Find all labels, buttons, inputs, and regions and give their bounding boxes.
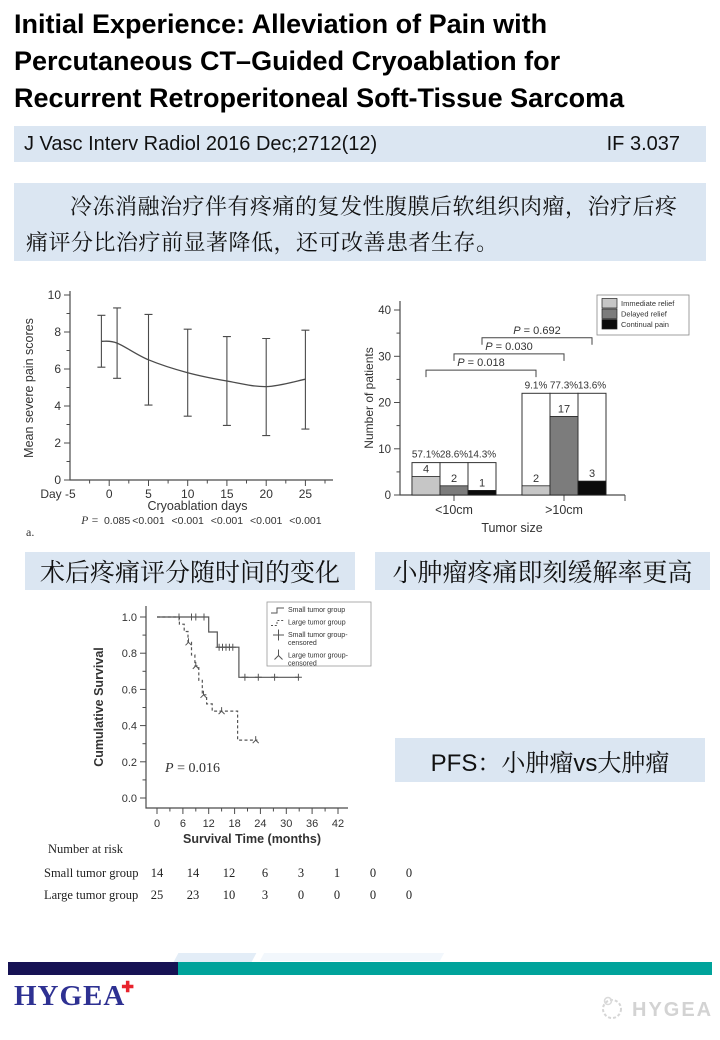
risk-value: 3 bbox=[261, 888, 269, 902]
risk-value: 0 bbox=[333, 888, 341, 902]
svg-text:2: 2 bbox=[54, 436, 61, 450]
footer-accent-shape bbox=[260, 953, 444, 961]
paper-title-line: Percutaneous CT–Guided Cryoablation for bbox=[14, 46, 561, 76]
svg-text:14.3%: 14.3% bbox=[467, 449, 497, 461]
svg-text:Large tumor group: Large tumor group bbox=[288, 619, 346, 627]
watermark-logo-icon bbox=[598, 994, 626, 1027]
relief-bar-chart bbox=[360, 283, 720, 539]
number-at-risk-table bbox=[30, 842, 440, 906]
svg-text:P = 0.030: P = 0.030 bbox=[485, 340, 533, 353]
risk-value: 1 bbox=[333, 866, 341, 880]
svg-text:Number of patients: Number of patients bbox=[362, 347, 376, 449]
risk-value: 0 bbox=[369, 866, 377, 880]
risk-row-label: Small tumor group bbox=[44, 866, 139, 880]
svg-text:censored: censored bbox=[288, 640, 317, 647]
svg-text:0.4: 0.4 bbox=[121, 720, 137, 733]
svg-text:censored: censored bbox=[288, 660, 317, 668]
svg-text:20: 20 bbox=[378, 397, 391, 410]
risk-row-label: Large tumor group bbox=[44, 888, 139, 902]
svg-text:20: 20 bbox=[259, 487, 273, 501]
footer-accent-shape bbox=[174, 953, 257, 962]
svg-text:0: 0 bbox=[153, 818, 161, 830]
number-at-risk-title: Number at risk bbox=[48, 842, 123, 856]
svg-text:2: 2 bbox=[450, 472, 458, 485]
svg-text:Mean severe pain scores: Mean severe pain scores bbox=[22, 318, 36, 458]
svg-text:18: 18 bbox=[228, 818, 241, 830]
svg-text:0.0: 0.0 bbox=[121, 793, 137, 805]
km-chart-svg bbox=[15, 596, 385, 848]
svg-text:a.: a. bbox=[26, 525, 35, 539]
svg-text:P = 0.018: P = 0.018 bbox=[457, 357, 505, 370]
km-survival-chart bbox=[15, 596, 385, 848]
svg-text:Cumulative Survival: Cumulative Survival bbox=[92, 647, 106, 767]
journal-ref: J Vasc Interv Radiol 2016 Dec;2712(12) bbox=[24, 132, 378, 155]
hygea-logo bbox=[14, 980, 139, 1013]
svg-text:Delayed relief: Delayed relief bbox=[621, 309, 667, 319]
svg-text:4: 4 bbox=[54, 399, 61, 413]
svg-text:25: 25 bbox=[298, 487, 313, 501]
risk-value: 12 bbox=[222, 866, 236, 880]
risk-value: 6 bbox=[261, 866, 269, 880]
svg-text:28.6%: 28.6% bbox=[439, 449, 469, 461]
impact-factor: IF 3.037 bbox=[606, 132, 680, 155]
caption-pain-trend: 术后疼痛评分随时间的变化 bbox=[25, 552, 355, 590]
svg-text:<0.001: <0.001 bbox=[171, 515, 204, 527]
svg-text:<0.001: <0.001 bbox=[132, 515, 165, 527]
svg-text:>10cm: >10cm bbox=[545, 503, 583, 517]
svg-text:10: 10 bbox=[47, 288, 61, 302]
number-at-risk-row bbox=[30, 888, 440, 904]
svg-text:13.6%: 13.6% bbox=[577, 380, 607, 392]
svg-text:30: 30 bbox=[280, 818, 293, 830]
risk-value: 10 bbox=[222, 888, 236, 902]
svg-text:Cryoablation days: Cryoablation days bbox=[147, 499, 248, 513]
caption-relief-rate: 小肿瘤疼痛即刻缓解率更高 bbox=[375, 552, 710, 590]
svg-text:Survival Time (months): Survival Time (months) bbox=[183, 832, 321, 846]
svg-text:8: 8 bbox=[54, 325, 61, 339]
risk-value: 0 bbox=[405, 888, 413, 902]
relief-bar-chart-svg bbox=[360, 283, 720, 539]
hygea-logo-text: HYGEA bbox=[14, 980, 126, 1012]
svg-text:1: 1 bbox=[478, 477, 486, 490]
svg-text:P = 0.016: P = 0.016 bbox=[165, 761, 220, 776]
hygea-watermark bbox=[598, 994, 713, 1027]
watermark-text: HYGEA bbox=[632, 999, 714, 1021]
svg-text:Tumor size: Tumor size bbox=[481, 521, 543, 535]
svg-text:0.2: 0.2 bbox=[121, 756, 137, 769]
risk-value: 0 bbox=[369, 888, 377, 902]
summary-cn: 冷冻消融治疗伴有疼痛的复发性腹膜后软组织肉瘤，治疗后疼痛评分比治疗前显著降低，还可改善患者生存。 bbox=[14, 183, 706, 261]
number-at-risk-row bbox=[30, 866, 440, 882]
svg-text:2: 2 bbox=[532, 472, 540, 485]
svg-text:10: 10 bbox=[378, 443, 391, 456]
svg-text:Continual pain: Continual pain bbox=[621, 320, 669, 329]
risk-value: 0 bbox=[297, 888, 305, 902]
pfs-label: PFS：小肿瘤vs大肿瘤 bbox=[395, 738, 705, 782]
svg-text:4: 4 bbox=[422, 463, 430, 476]
svg-text:P = 0.692: P = 0.692 bbox=[513, 324, 561, 337]
svg-text:<0.001: <0.001 bbox=[289, 515, 322, 527]
risk-value: 3 bbox=[297, 866, 305, 880]
svg-text:Immediate relief: Immediate relief bbox=[621, 299, 675, 308]
svg-text:Large tumor group-: Large tumor group- bbox=[288, 652, 348, 660]
svg-text:0.085: 0.085 bbox=[103, 515, 131, 527]
svg-text:Day -5: Day -5 bbox=[40, 487, 76, 501]
svg-text:0: 0 bbox=[105, 487, 113, 501]
svg-text:15: 15 bbox=[220, 487, 234, 501]
pain-line-chart-svg bbox=[20, 283, 360, 539]
svg-text:6: 6 bbox=[54, 362, 61, 376]
svg-text:Small tumor group-: Small tumor group- bbox=[288, 632, 348, 639]
svg-text:24: 24 bbox=[254, 818, 267, 830]
svg-text:<10cm: <10cm bbox=[435, 503, 473, 517]
red-cross-icon: ✚ bbox=[121, 979, 135, 996]
pain-line-chart bbox=[20, 283, 360, 539]
svg-text:0: 0 bbox=[54, 473, 61, 487]
svg-text:3: 3 bbox=[588, 468, 596, 481]
footer-bar-teal bbox=[178, 962, 712, 975]
svg-text:9.1%: 9.1% bbox=[524, 380, 548, 392]
footer-bar-navy bbox=[8, 962, 178, 975]
svg-text:0: 0 bbox=[384, 490, 391, 502]
paper-title-line: Recurrent Retroperitoneal Soft-Tissue Sarcoma bbox=[14, 83, 625, 113]
svg-text:77.3%: 77.3% bbox=[549, 380, 579, 392]
risk-value: 25 bbox=[150, 888, 164, 902]
svg-text:<0.001: <0.001 bbox=[210, 515, 244, 527]
svg-text:30: 30 bbox=[378, 351, 391, 364]
svg-text:57.1%: 57.1% bbox=[411, 449, 441, 461]
svg-text:1.0: 1.0 bbox=[121, 612, 137, 624]
svg-text:40: 40 bbox=[378, 305, 391, 317]
svg-text:0.8: 0.8 bbox=[121, 648, 137, 661]
svg-text:P =: P = bbox=[81, 515, 99, 527]
svg-text:17: 17 bbox=[557, 403, 571, 416]
svg-text:6: 6 bbox=[179, 818, 186, 830]
svg-text:0.6: 0.6 bbox=[121, 684, 137, 697]
risk-value: 14 bbox=[150, 866, 164, 880]
risk-value: 14 bbox=[186, 866, 200, 880]
svg-text:36: 36 bbox=[305, 818, 319, 830]
svg-text:Small tumor group: Small tumor group bbox=[288, 607, 346, 614]
risk-value: 23 bbox=[186, 888, 200, 902]
risk-value: 0 bbox=[405, 866, 413, 880]
svg-text:42: 42 bbox=[331, 818, 345, 830]
svg-text:10: 10 bbox=[181, 487, 195, 501]
paper-title bbox=[14, 6, 708, 117]
svg-text:12: 12 bbox=[202, 818, 215, 830]
journal-bar bbox=[14, 126, 706, 162]
svg-text:5: 5 bbox=[145, 487, 152, 501]
paper-title-line: Initial Experience: Alleviation of Pain with bbox=[14, 9, 548, 39]
svg-text:<0.001: <0.001 bbox=[249, 515, 283, 527]
